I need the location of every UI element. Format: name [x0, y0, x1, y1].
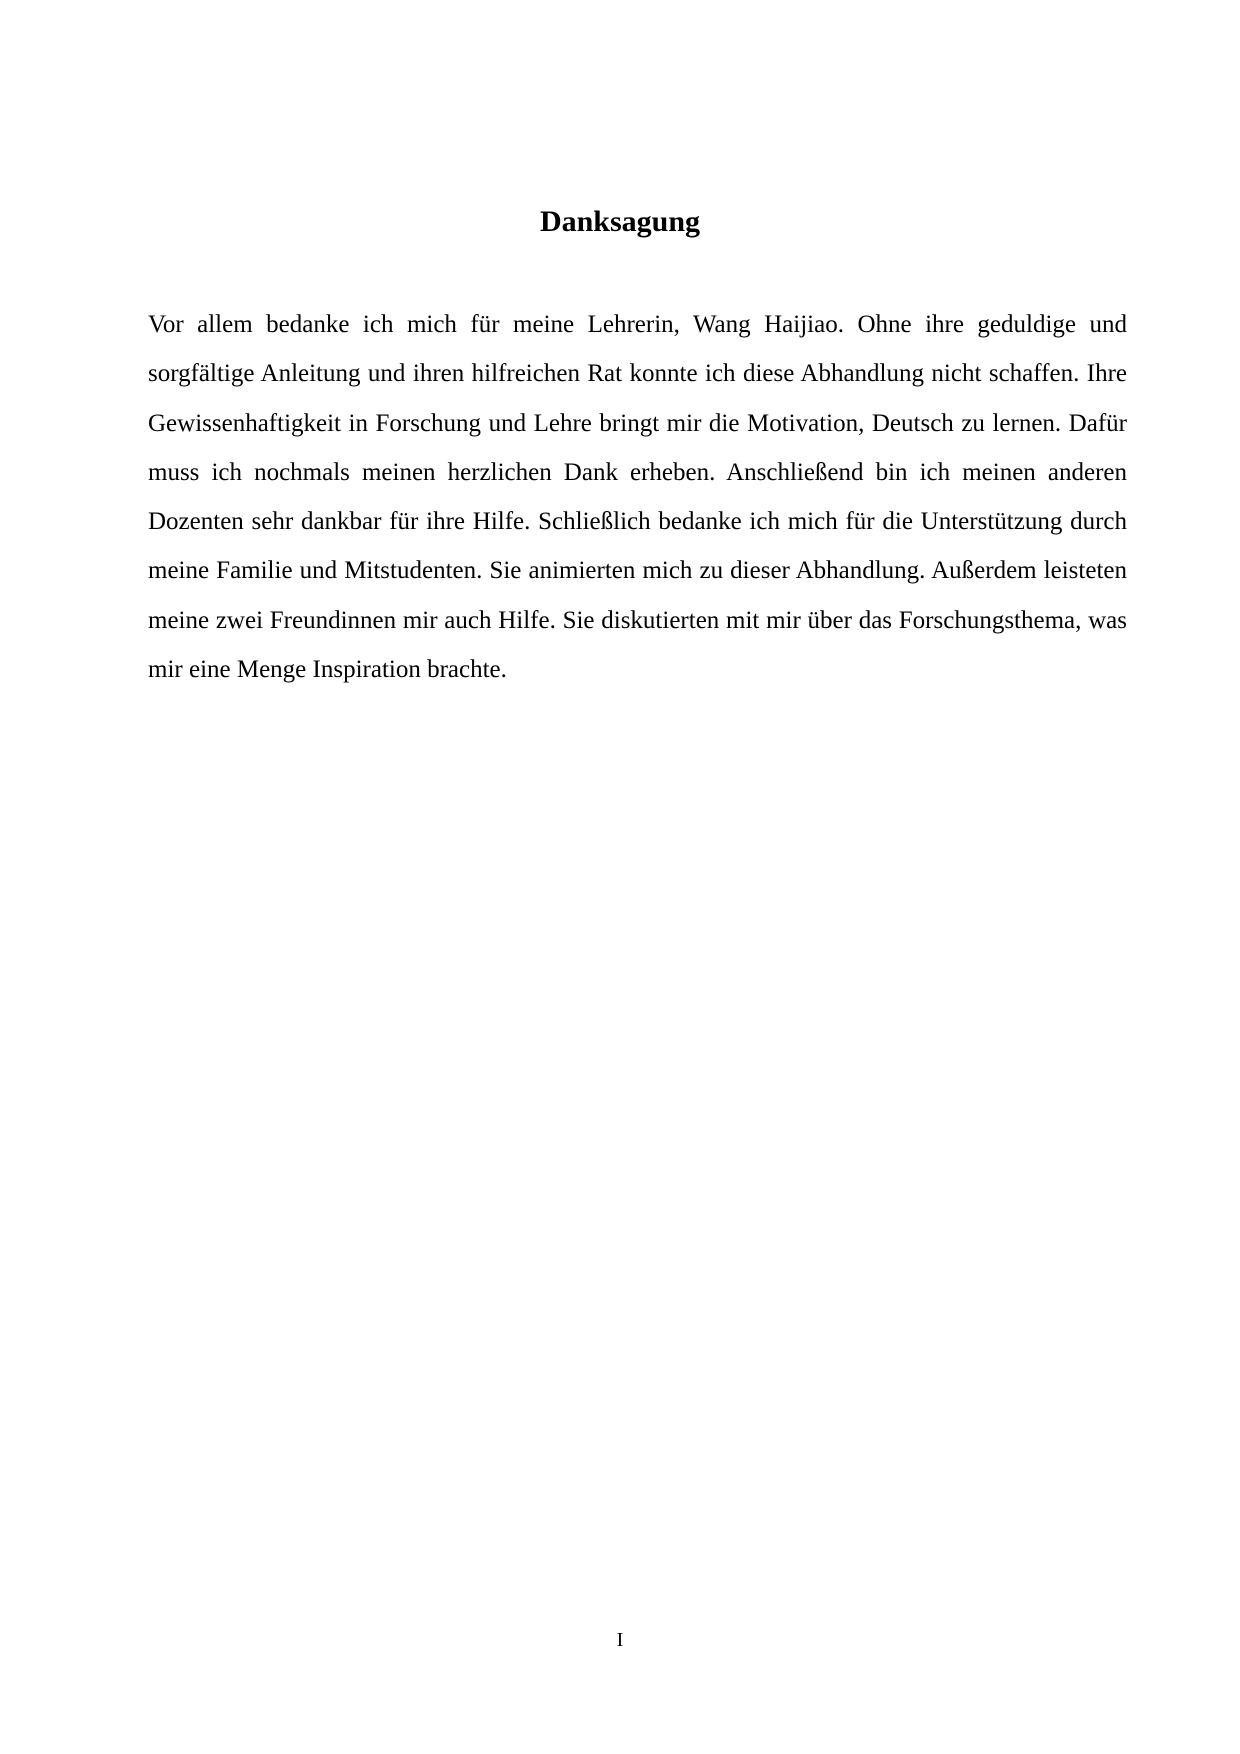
paragraph-line: Vor allem bedanke ich mich für meine Lehrerin, Wang Haijiao. Ohne ihre geduldige und	[148, 311, 1127, 338]
paragraph-line: Dozenten sehr dankbar für ihre Hilfe. Schließlich bedanke ich mich für die Unterstützung durch	[148, 508, 1127, 536]
paragraph-line: meine zwei Freundinnen mir auch Hilfe. Sie diskutierten mit mir über das Forschungsthema, was	[148, 606, 1127, 634]
paragraph-line: meine Familie und Mitstudenten. Sie animierten mich zu dieser Abhandlung. Außerdem leisteten	[148, 557, 1127, 585]
acknowledgement-paragraph	[148, 300, 1127, 694]
page-title: Danksagung	[539, 205, 701, 238]
paragraph-line: sorgfältige Anleitung und ihren hilfreichen Rat konnte ich diese Abhandlung nicht schaffen. Ihre	[148, 360, 1127, 388]
paragraph-line: Gewissenhaftigkeit in Forschung und Lehre bringt mir die Motivation, Deutsch zu lernen. Dafür	[148, 409, 1127, 437]
paragraph-line: muss ich nochmals meinen herzlichen Dank erheben. Anschließend bin ich meinen anderen	[148, 458, 1127, 486]
paragraph-line: mir eine Menge Inspiration brachte.	[148, 656, 507, 684]
page-number: I	[616, 1629, 624, 1651]
